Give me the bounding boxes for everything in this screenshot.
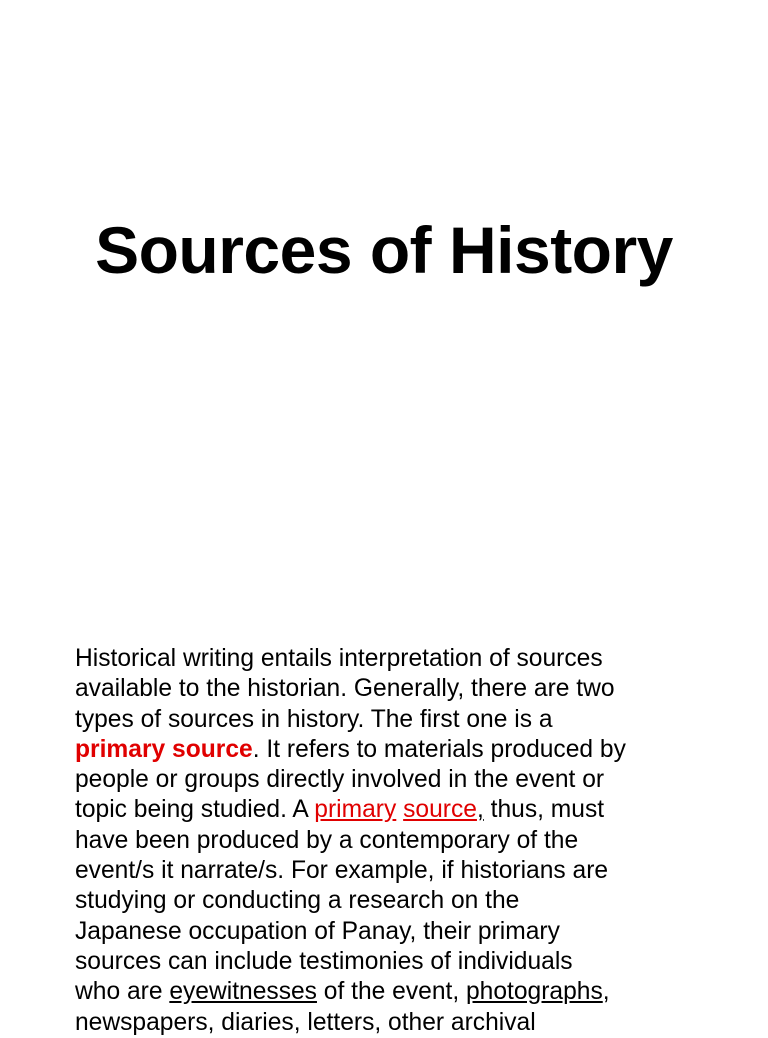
page-title: Sources of History (95, 213, 673, 287)
text-line (75, 977, 745, 1007)
body-paragraph (75, 644, 745, 1038)
text-line: have been produced by a contemporary of the (75, 826, 579, 854)
text-line: sources can include testimonies of individuals (75, 947, 573, 975)
text-fragment: thus, must (483, 796, 605, 824)
source-link[interactable]: source (403, 796, 477, 824)
text-line: Japanese occupation of Panay, their primary (75, 917, 560, 945)
text-line: types of sources in history. The first one is a (75, 705, 553, 733)
eyewitnesses-link[interactable]: eyewitnesses (169, 978, 317, 1006)
text-line: people or groups directly involved in the event or (75, 766, 605, 794)
text-line (75, 735, 745, 765)
text-fragment: , (602, 978, 610, 1006)
text-fragment: , (476, 796, 484, 824)
text-line: Historical writing entails interpretation of sources (75, 645, 603, 672)
primary-source-term: primary source (75, 735, 253, 763)
text-fragment: of the event, (316, 978, 466, 1006)
text-line: newspapers, diaries, letters, other archival (75, 1008, 536, 1036)
text-fragment: . It refers to materials produced by (252, 735, 626, 763)
text-line (75, 795, 745, 825)
text-line: studying or conducting a research on the (75, 887, 520, 915)
text-fragment: who are (75, 978, 170, 1006)
text-line: available to the historian. Generally, there are two (75, 675, 615, 703)
text-line: event/s it narrate/s. For example, if historians are (75, 857, 609, 885)
primary-link[interactable]: primary (314, 796, 397, 824)
text-fragment: topic being studied. A (75, 796, 315, 824)
photographs-link[interactable]: photographs (466, 978, 603, 1006)
